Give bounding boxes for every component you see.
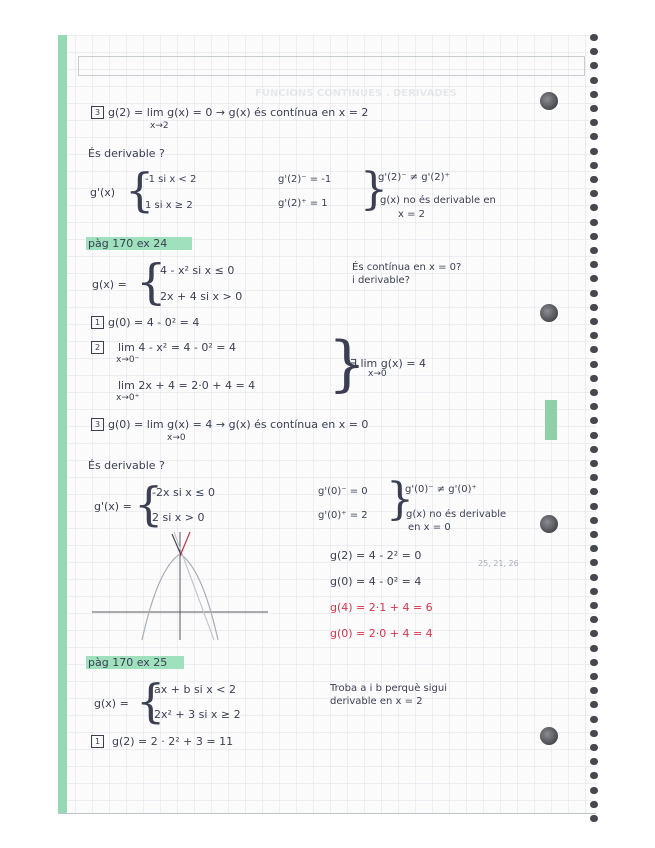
- spiral-ring: [590, 389, 598, 396]
- piece: 1 si x ≥ 2: [145, 200, 193, 211]
- spiral-ring: [590, 133, 598, 140]
- limit-line: g(2) = lim g(x) = 0 → g(x) és contínua en x = 2: [108, 106, 369, 119]
- spiral-ring: [590, 474, 598, 481]
- spiral-ring: [590, 148, 598, 155]
- function-lhs: g(x) =: [92, 278, 127, 291]
- step-text: g(0) = lim g(x) = 4 → g(x) és contínua en x = 0: [108, 418, 369, 431]
- task-text: Troba a i b perquè sigui: [330, 683, 447, 694]
- step-number: 1: [91, 316, 104, 329]
- inequality: g'(2)⁻ ≠ g'(2)⁺: [378, 172, 450, 183]
- spiral-ring: [590, 744, 598, 751]
- background-header-text: FUNCIONS CONTINUES . DERIVADES: [255, 88, 457, 99]
- limit-subscript: x→0: [368, 369, 387, 379]
- punch-hole: [540, 727, 558, 745]
- left-brace: {: [136, 674, 166, 728]
- calculation: g(0) = 4 - 0² = 4: [330, 575, 422, 588]
- conclusion: x = 2: [398, 209, 426, 220]
- spiral-ring: [590, 673, 598, 680]
- calculation: g(2) = 4 - 2² = 0: [330, 549, 422, 562]
- question: És derivable ?: [88, 459, 165, 472]
- right-brace: }: [360, 164, 388, 215]
- piece: 4 - x² si x ≤ 0: [160, 264, 235, 277]
- spiral-ring: [590, 219, 598, 226]
- spiral-ring: [590, 48, 598, 55]
- spiral-ring: [590, 204, 598, 211]
- spiral-ring: [590, 588, 598, 595]
- spiral-ring: [590, 233, 598, 240]
- left-brace: {: [125, 163, 155, 217]
- conclusion: en x = 0: [408, 522, 451, 533]
- calculation: g(4) = 2·1 + 4 = 6: [330, 601, 433, 614]
- margin-bar: [58, 35, 67, 813]
- left-brace: {: [134, 477, 164, 531]
- spiral-ring: [590, 772, 598, 779]
- limit-line: lim 4 - x² = 4 - 0² = 4: [118, 341, 236, 354]
- task-text: derivable en x = 2: [330, 696, 423, 707]
- spiral-ring: [590, 432, 598, 439]
- spiral-ring: [590, 559, 598, 566]
- side-derivative: g'(0)⁻ = 0: [318, 486, 368, 497]
- derivative-lhs: g'(x) =: [94, 500, 132, 513]
- inequality: g'(0)⁻ ≠ g'(0)⁺: [405, 484, 477, 495]
- piece: -2x si x ≤ 0: [152, 486, 215, 499]
- piece: ax + b si x < 2: [154, 683, 236, 696]
- spiral-ring: [590, 616, 598, 623]
- punch-hole: [540, 304, 558, 322]
- spiral-ring: [590, 730, 598, 737]
- step-number: 2: [91, 341, 104, 354]
- spiral-ring: [590, 318, 598, 325]
- spiral-ring: [590, 417, 598, 424]
- piece: 2x² + 3 si x ≥ 2: [154, 708, 241, 721]
- spiral-ring: [590, 503, 598, 510]
- spiral-ring: [590, 488, 598, 495]
- limit-subscript: x→0⁻: [116, 355, 140, 365]
- spiral-ring: [590, 304, 598, 311]
- spiral-ring: [590, 290, 598, 297]
- limit-subscript: x→0⁺: [116, 393, 140, 403]
- limit-line: lim 2x + 4 = 2·0 + 4 = 4: [118, 379, 256, 392]
- side-derivative: g'(2)⁻ = -1: [278, 174, 332, 185]
- spiral-ring: [590, 630, 598, 637]
- spiral-ring: [590, 346, 598, 353]
- side-derivative: g'(2)⁺ = 1: [278, 198, 328, 209]
- right-brace: }: [386, 474, 414, 525]
- step-number: 3: [91, 418, 104, 431]
- spiral-ring: [590, 162, 598, 169]
- limit-subscript: x→0: [167, 433, 186, 443]
- step-text: g(2) = 2 · 2² + 3 = 11: [112, 735, 234, 748]
- function-graph: [90, 528, 270, 643]
- section-title: pàg 170 ex 25: [88, 656, 168, 669]
- spiral-ring: [590, 645, 598, 652]
- side-derivative: g'(0)⁺ = 2: [318, 510, 368, 521]
- spiral-ring: [590, 176, 598, 183]
- spiral-ring: [590, 403, 598, 410]
- spiral-ring: [590, 787, 598, 794]
- spiral-ring: [590, 545, 598, 552]
- spiral-ring: [590, 77, 598, 84]
- side-tab: [545, 400, 557, 440]
- spiral-ring: [590, 659, 598, 666]
- spiral-ring: [590, 758, 598, 765]
- spiral-ring: [590, 361, 598, 368]
- spiral-ring: [590, 460, 598, 467]
- existence: ∃ lim g(x) = 4: [350, 357, 427, 370]
- spiral-ring: [590, 716, 598, 723]
- section-title: pàg 170 ex 24: [88, 237, 168, 250]
- punch-hole: [540, 515, 558, 533]
- derivative-lhs: g'(x): [90, 186, 116, 199]
- spiral-ring: [590, 602, 598, 609]
- conclusion: g(x) no és derivable: [406, 509, 507, 520]
- spiral-ring: [590, 375, 598, 382]
- piece: 2 si x > 0: [152, 511, 205, 524]
- spiral-ring: [590, 701, 598, 708]
- spiral-ring: [590, 105, 598, 112]
- question: És contínua en x = 0?: [352, 262, 462, 273]
- spiral-ring: [590, 91, 598, 98]
- tangent-red: [180, 532, 190, 556]
- question: És derivable ?: [88, 147, 165, 160]
- pencil-note: 25, 21, 26: [478, 559, 519, 568]
- spiral-ring: [590, 119, 598, 126]
- spiral-ring: [590, 815, 598, 822]
- spiral-ring: [590, 275, 598, 282]
- spiral-ring: [590, 62, 598, 69]
- spiral-ring: [590, 190, 598, 197]
- spiral-ring: [590, 574, 598, 581]
- conclusion: g(x) no és derivable en: [380, 195, 496, 206]
- spiral-ring: [590, 446, 598, 453]
- calculation: g(0) = 2·0 + 4 = 4: [330, 627, 433, 640]
- left-brace: {: [136, 254, 167, 310]
- limit-subscript: x→2: [150, 121, 169, 131]
- punch-hole: [540, 92, 558, 110]
- header-box: [78, 56, 585, 76]
- piece: 2x + 4 si x > 0: [160, 290, 243, 303]
- spiral-ring: [590, 687, 598, 694]
- step-text: g(0) = 4 - 0² = 4: [108, 316, 200, 329]
- right-brace: }: [328, 329, 367, 399]
- spiral-ring: [590, 247, 598, 254]
- piece: -1 si x < 2: [145, 174, 197, 185]
- function-lhs: g(x) =: [94, 697, 129, 710]
- step-number: 3: [91, 106, 104, 119]
- spiral-ring: [590, 801, 598, 808]
- spiral-ring: [590, 517, 598, 524]
- spiral-ring: [590, 261, 598, 268]
- spiral-ring: [590, 34, 598, 41]
- step-number: 1: [91, 735, 104, 748]
- question: i derivable?: [352, 275, 410, 286]
- spiral-ring: [590, 531, 598, 538]
- spiral-ring: [590, 332, 598, 339]
